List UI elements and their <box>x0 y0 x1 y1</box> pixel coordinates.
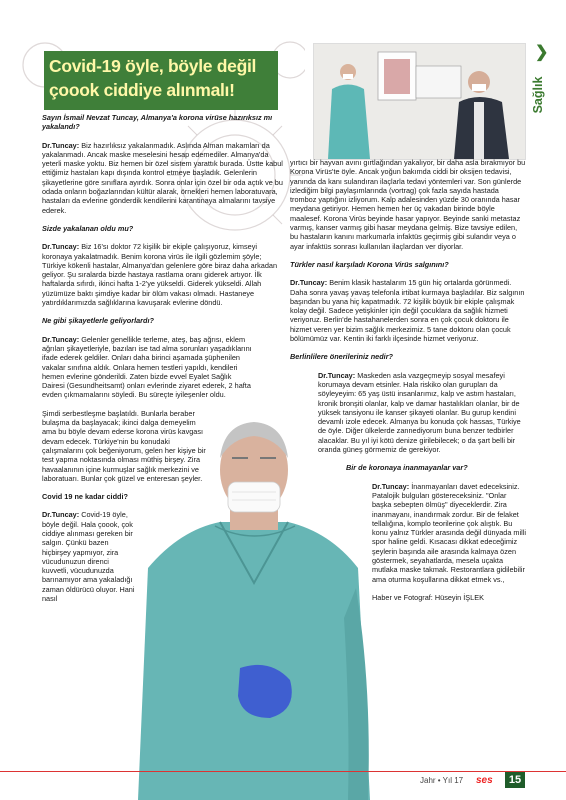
headline-line-1: Covid-19 öyle, böyle değil <box>49 56 257 76</box>
footer-rule <box>0 771 566 772</box>
answer: Dr.Tuncay: Maskeden asla vazgeçmeyip sosyal mesafeyi korumaya devam etsinler. Hala riskiko olan gurupları da söyleyeyim: 65 yaş üstü insanlarımız, kalp ve astım hastaları, kronik bronşiti olanlar, kalp ve damar hastalıkları olanlar, bir de yüksek tansiyonu ile kanser şikayeti olanlar. Bu gurup kendini devamlı izole edecek. Almanya bu konuda çok hassas, Türkiye de öyle. Diğer ülkelerde zannediyorum buna benzer tedbirler alacaklar. Bu yıl iyi kötü denize girilebilecek; o da şart belli bir oranda güneş görmemiz de gerekiyor. <box>318 370 521 455</box>
brand-logo: ses <box>476 775 493 786</box>
question: Bir de koronaya inanmayanlar var? <box>346 463 468 473</box>
issue-label: Jahr • Yıl 17 <box>420 776 464 785</box>
question: Berlinlilere önerileriniz nedir? <box>290 352 393 362</box>
answer: Dr.Tuncay: Biz hazırlıksız yakalanmadık. Aslında Alman makamları da yakalanmadı. Ancak maske meselesini hesap edemediler. Almanya'da yeterli maske yoktu. Biz hemen bir özel sistem yarattık burada. Üstte kabul ettiğimiz hastaları kapı dışında kontrol etmeye başladık. Gelenlerin şikayetlerine göre sınıflara ayırdık. Sonra onlar için özel bir oda açtık ve bu odada onların boğazlarından kültür alarak, örnekleri hemen laboratuvara, hastaları da evlerine gönderdik kendilerini karantinaya almalarını tavsiye ederek. <box>42 140 283 215</box>
question: Ne gibi şikayetlerle geliyorlardı? <box>42 316 154 326</box>
headline-line-2: çoook ciddiye alınmalı! <box>49 80 235 100</box>
question: Sayın İsmail Nevzat Tuncay, Almanya'a korona virüse hazırıksız mı yakalandı? <box>42 113 273 132</box>
answer-continued: yırtıcı bir hayvan avını gırtlağından yakalıyor, bir daha asla bırakmıyor bu Korona Virüs'te öyle. Ancak yoğun bakımda ciddi bir oksijen tedavisi, yanında da kanı sulandıran ilaçlarla tedavi yöntemleri var. Son günlerde izlediğim bilgi paylaşımlarında (vortrag) çok fazla sayıda hastada tromboz yaptığını izliyorum. Kalp adalesinden yüzde 30 oranında hasar meydana getiriyor. Hemen hemen her üç vakadan birinde böyle maalesef. Korona Virüs beyinde hasar yapıyor. Beyinde sanki metastaz varmış, kanser varmış gibi hasar meydana gelmiş. Bize tavsiye edilen, bu hastaların kanını markumarla infaktüs geçirmiş gibi sulandır veya o ayar infaktüs sonrası kullanılan ilaçlardan ver diyorlar. <box>290 158 526 251</box>
section-label: Sağlık <box>531 76 545 114</box>
section-tab <box>532 42 554 138</box>
doctor-portrait <box>120 418 382 800</box>
question: Türkler nasıl karşıladı Korona Virüs salgınını? <box>290 259 449 269</box>
question: Covid 19 ne kadar ciddi? <box>42 492 128 502</box>
answer: Dr.Tuncay: Covid-19 öyle, böyle değil. Hala çoook, çok ciddiye alınması gereken bir salgın. Çünkü bazen hiçbirşey yapmıyor, zira vücudunuzun direnci kuvvetli, vücudunuzda barınamıyor ama yakaladığı zaman öldürücü oluyor. Hani nasıl <box>42 510 135 604</box>
answer: Dr.Tuncay: Gelenler genellikle terleme, ateş, baş ağrısı, eklem ağrıları şikayetleriyle, bazıları ise tad alma sorunları yaşadıklarını ifade ederek geldiler. Onları daha birinci aşamada şüphenilen vakalar sınıfına aldık. Onlara hemen testleri yapıldı, kendileri hemen evlerine gönderildi. Zaten bizde evvel Eyalet Sağlık Dairesi (Gesundheitsamt) onları evlerinde ziyaret ederek, 2 hafta evden çıkmamalarını söyledi. Bu süreçte iyileşenler oldu. <box>42 334 252 400</box>
answer: Dr.Tuncay: İnanmayanları davet edeceksiniz. Patalojik bulguları göstereceksiniz. "Onlar başka sebepten ölmüş" diyeceklerdir. Zira inanmayanı, inandırmak zordur. Bir de felaket tellalığına, komplo teorilerine çok alıştık. Bu konu yalnız Türkler arasında değil dünyada milli spor haline geldi. Kısacası dikkat edeceğimiz şeylerin başında aile arasında kalmaya özen göstermek, seyahatlarda, mesela uçakta mutlaka maske takmak. Restorantlara gidilebilir ama oturma koşullarına dikkat etmek vs., <box>372 481 526 584</box>
answer: Dr.Tuncay: Benim klasik hastalarım 15 gün hiç ortalarda görünmedi. Daha sonra yavaş yavaş telefonla irtibat kurmaya başladılar. Biz salgının başından bu yana hiç kapatmadık. 72 kişilik büyük bir ekiple çalışmak kolay değil. Sadece yetişkinler için değil çocuklara da sağlık hizmeti veriyoruz. Berlin'de hastahanelerden sonra en çok çocuk doktoru ile hizmet veren yer bizim sağlık merkezimiz. 5 tane doktoru olan çocuk bölümümüz var. Kentin iki farklı ilçesinde hizmet veriyoruz. <box>290 278 525 344</box>
answer: Şimdi serbestleşme başlatıldı. Bunlarla beraber bulaşma da başlayacak; ikinci dalga demeyelim ama bu böyle devam ederse korona virüs kavgası devam edecek. Türkiye'nin bu konudaki çalışmalarını çok beğeniyorum, gelen her kişiye bir test yapma noktasında olması müthiş birşey. Zira havaalanının içine kurmuşlar sağlık merkezini ve laboratuarı. Bunlar çok güzel ve enteresan şeyler. <box>42 408 206 483</box>
answer: Dr.Tuncay: Biz 16'sı doktor 72 kişilik bir ekiple çalışıyoruz, kimseyi koronaya yakalatmadık. Benim korona virüs ile ilgili gözlemim şöyle; Türkiye kökenli hastalar, Almanya'dan gelenlere göre biraz daha arkadan geliyor. Şu sıralarda bizde hastaya rastlama oranı giderek artıyor. İlk haftalarda sıfırdı, ikinci hafta 1-2'ye yükseldi. Giderek yükseldi. Allah yüzümüze baktı şimdiye kadar bir ölüm vakası olmadı. Hastaneye yatırdıklarımızda sağlıklarına kavuşarak evlerine döndü. <box>42 242 278 308</box>
doctors-photo <box>313 43 526 160</box>
headline <box>44 51 278 110</box>
page-number: 15 <box>505 772 525 788</box>
question: Sizde yakalanan oldu mu? <box>42 223 134 233</box>
photo-credit: Haber ve Fotograf: Hüseyin İŞLEK <box>372 592 484 602</box>
chevron-right-icon: ❯ <box>535 44 549 61</box>
